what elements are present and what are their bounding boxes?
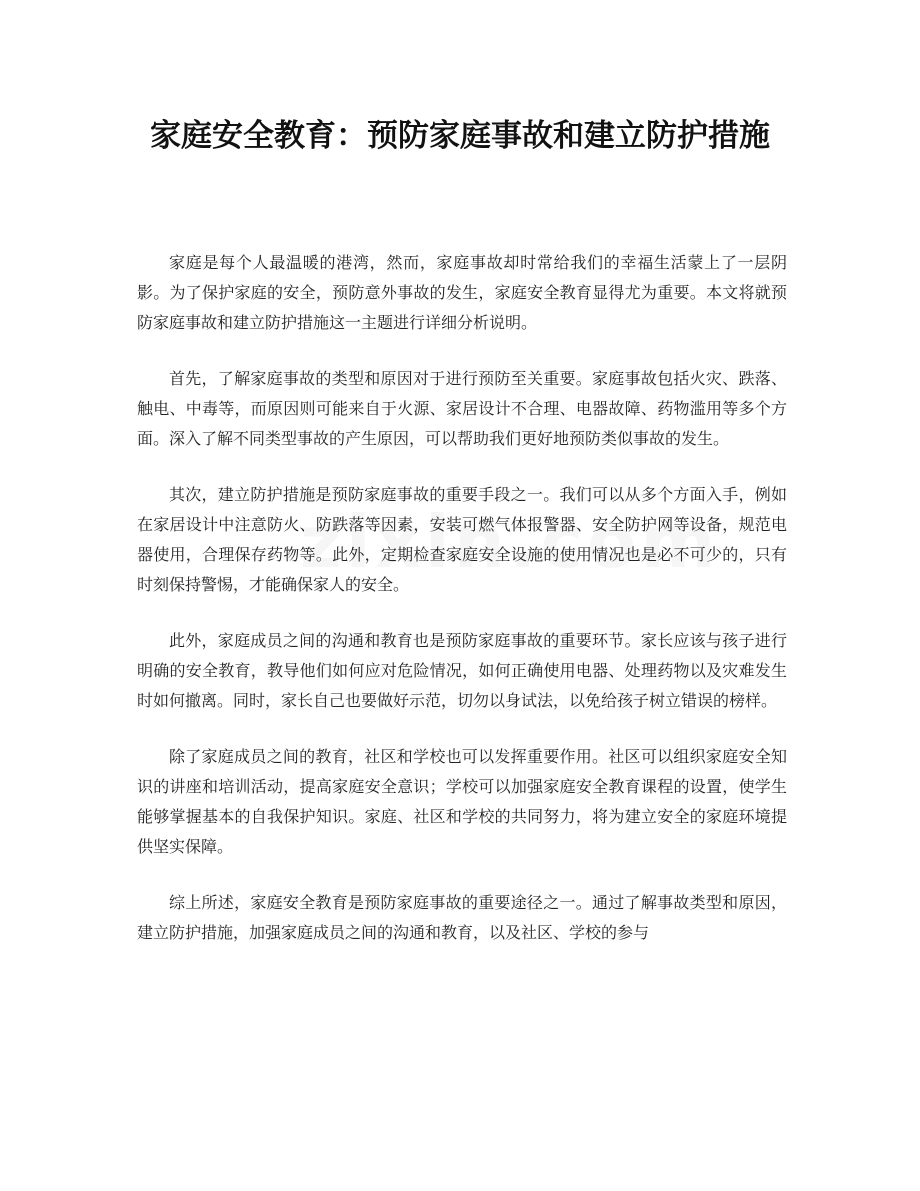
paragraph-1: 家庭是每个人最温暖的港湾，然而，家庭事故却时常给我们的幸福生活蒙上了一层阴影。为了保护家庭的安全，预防意外事故的发生，家庭安全教育显得尤为重要。本文将就预防家庭事故和建立防护措施这一主题进行详细分析说明。: [137, 253, 787, 332]
paragraph-2: 首先，了解家庭事故的类型和原因对于进行预防至关重要。家庭事故包括火灾、跌落、触电、中毒等，而原因则可能来自于火源、家居设计不合理、电器故障、药物滥用等多个方面。深入了解不同类型事故的产生原因，可以帮助我们更好地预防类似事故的发生。: [137, 369, 787, 448]
document-body: [137, 248, 787, 974]
paragraph-4: 此外，家庭成员之间的沟通和教育也是预防家庭事故的重要环节。家长应该与孩子进行明确的安全教育，教导他们如何应对危险情况，如何正确使用电器、处理药物以及灾难发生时如何撤离。同时，家长自己也要做好示范，切勿以身试法，以免给孩子树立错误的榜样。: [137, 631, 787, 710]
paragraph-3: 其次，建立防护措施是预防家庭事故的重要手段之一。我们可以从多个方面入手，例如在家居设计中注意防火、防跌落等因素，安装可燃气体报警器、安全防护网等设备，规范电器使用，合理保存药物等。此外，定期检查家庭安全设施的使用情况也是必不可少的，只有时刻保持警惕，才能确保家人的安全。: [137, 485, 787, 594]
document-title: 家庭安全教育：预防家庭事故和建立防护措施: [150, 118, 770, 154]
paragraph-6: 综上所述，家庭安全教育是预防家庭事故的重要途径之一。通过了解事故类型和原因，建立防护措施，加强家庭成员之间的沟通和教育，以及社区、学校的参与: [137, 893, 787, 942]
paragraph-5: 除了家庭成员之间的教育，社区和学校也可以发挥重要作用。社区可以组织家庭安全知识的讲座和培训活动，提高家庭安全意识；学校可以加强家庭安全教育课程的设置，使学生能够掌握基本的自我保护知识。家庭、社区和学校的共同努力，将为建立安全的家庭环境提供坚实保障。: [137, 747, 787, 856]
